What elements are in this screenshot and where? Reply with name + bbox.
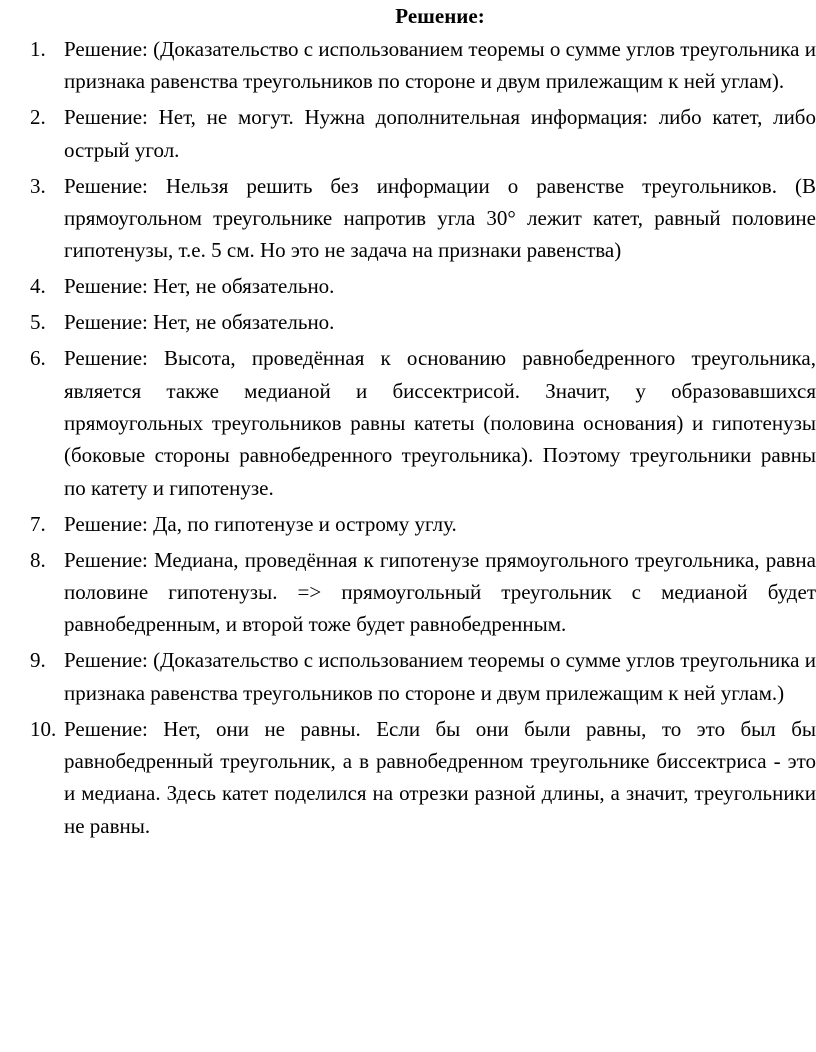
list-item-6: [0, 342, 816, 504]
answers-list: [0, 33, 816, 846]
list-item-3: [0, 170, 816, 267]
list-item-5: [0, 306, 816, 338]
item-text: Решение: Медиана, проведённая к гипотенузе прямоугольного треугольника, равна половине гипотенузы. => прямоугольный треугольник с медианой будет равнобедренным, и второй тоже будет равнобедренным.: [64, 547, 816, 637]
item-number: 5.: [30, 310, 46, 335]
item-number: 3.: [30, 173, 46, 198]
item-number: 2.: [30, 105, 46, 130]
item-text: Решение: Высота, проведённая к основанию равнобедренного треугольника, является также медианой и биссектрисой. Значит, у образовавшихся прямоугольных треугольников равны катеты (половина основания) и гипотенузы (боковые стороны равнобедренного треугольника). Поэтому треугольники равны по катету и гипотенузе.: [64, 346, 816, 500]
list-item-1: [0, 33, 816, 98]
item-number: 4.: [30, 274, 46, 299]
item-number: 7.: [30, 511, 46, 536]
item-text: Решение: Нет, не обязательно.: [64, 274, 335, 299]
list-item-4: [0, 270, 816, 302]
list-item-9: [0, 644, 816, 709]
item-text: Решение: Нельзя решить без информации о равенстве треугольников. (В прямоугольном треугольнике напротив угла 30° лежит катет, равный половине гипотенузы, т.е. 5 см. Но это не задача на признаки равенства): [64, 173, 816, 263]
item-text: Решение: Да, по гипотенузе и острому углу.: [64, 511, 457, 536]
item-text: Решение: Нет, не обязательно.: [64, 310, 335, 335]
item-number: 1.: [30, 37, 46, 61]
item-number: 10.: [30, 716, 57, 741]
item-text: Решение: (Доказательство с использованием теоремы о сумме углов треугольника и признака равенства треугольников по стороне и двум прилежащим к ней углам.): [64, 648, 816, 705]
item-text: Решение: (Доказательство с использованием теоремы о сумме углов треугольника и признака равенства треугольников по стороне и двум прилежащим к ней углам).: [64, 37, 816, 94]
list-item-7: [0, 508, 816, 540]
item-number: 6.: [30, 346, 46, 371]
item-text: Решение: Нет, они не равны. Если бы они были равны, то это был бы равнобедренный треугольник, а в равнобедренном треугольнике биссектриса - это и медиана. Здесь катет поделился на отрезки разной длины, а значит, треугольники не равны.: [64, 716, 816, 838]
document-title: Решение:: [395, 4, 485, 28]
list-item-10: [0, 713, 816, 843]
list-item-8: [0, 544, 816, 641]
item-number: 8.: [30, 547, 46, 572]
item-number: 9.: [30, 648, 46, 673]
list-item-2: [0, 101, 816, 166]
item-text: Решение: Нет, не могут. Нужна дополнительная информация: либо катет, либо острый угол.: [64, 105, 816, 162]
